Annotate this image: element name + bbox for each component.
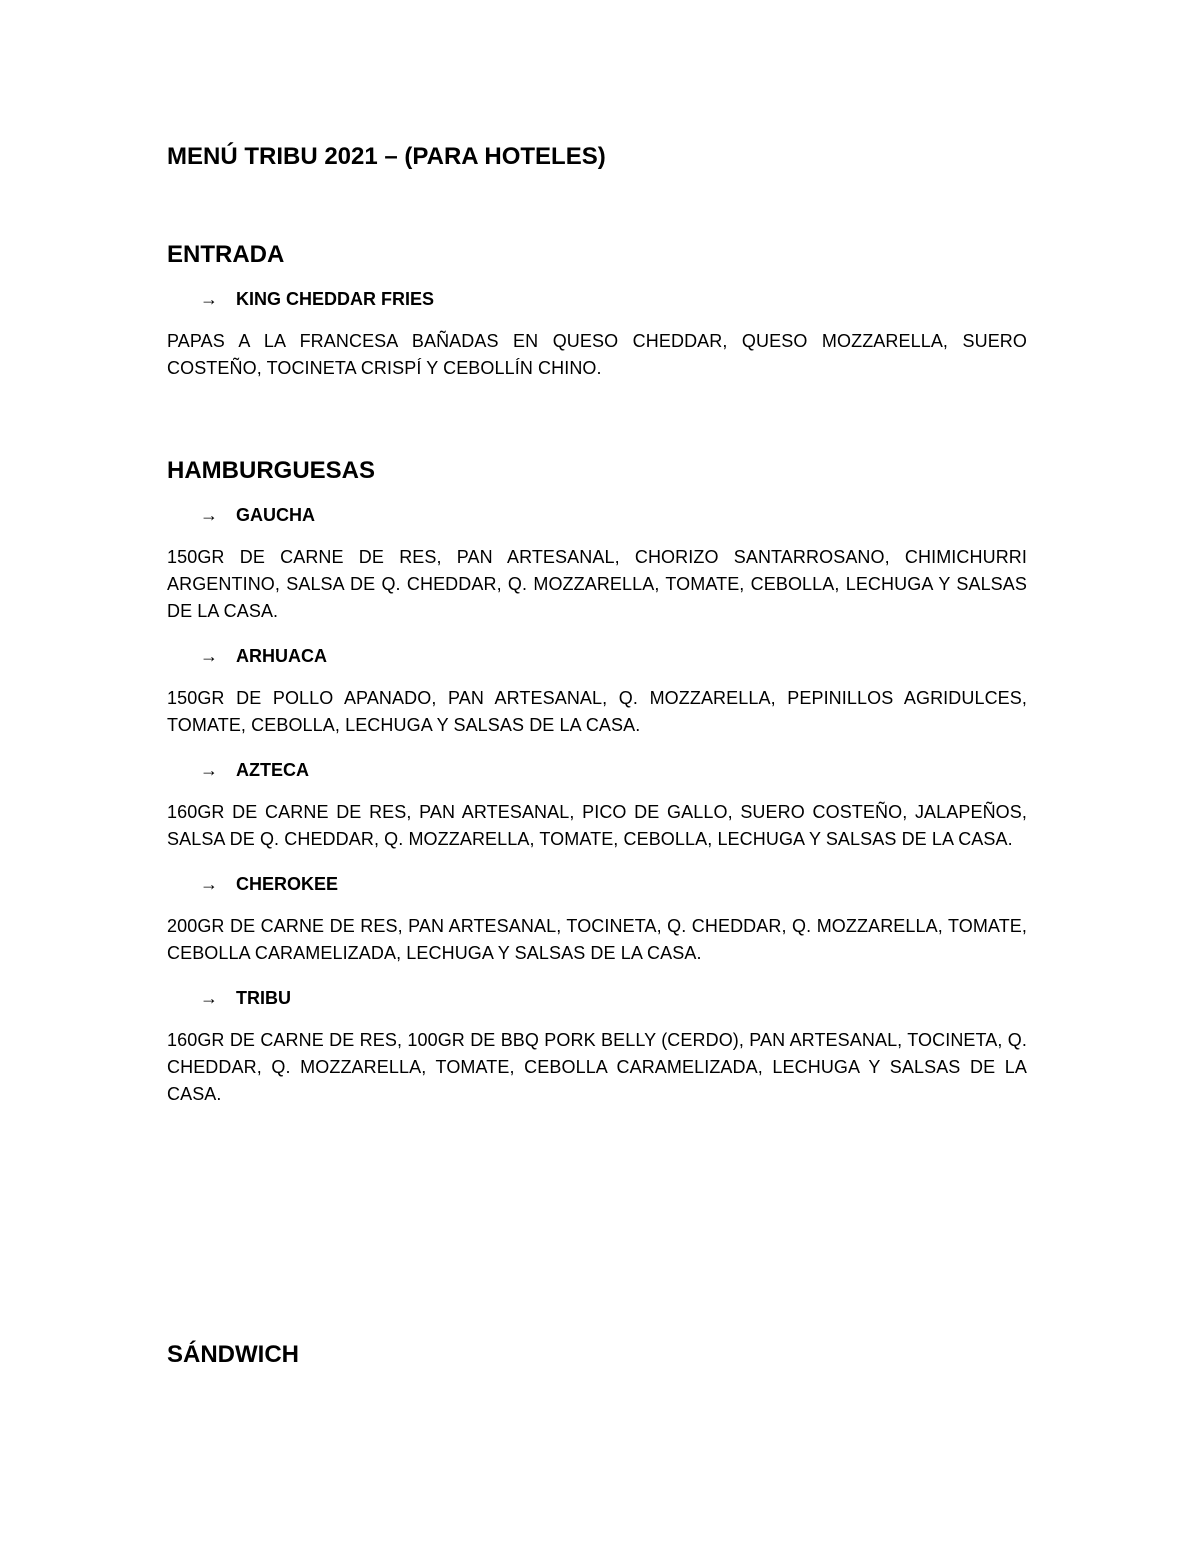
menu-item-name — [167, 757, 1027, 783]
arrow-right-icon: → — [200, 988, 218, 1008]
menu-item-label: CHEROKEE — [236, 874, 339, 894]
menu-item-label: KING CHEDDAR FRIES — [236, 289, 435, 309]
arrow-right-icon: → — [200, 874, 218, 894]
menu-item-description: 160GR DE CARNE DE RES, 100GR DE BBQ PORK BELLY (CERDO), PAN ARTESANAL, TOCINETA, Q. CHEDDAR, Q. MOZZARELLA, TOMATE, CEBOLLA CARAMELIZADA, LECHUGA Y SALSAS DE LA CASA. — [167, 1030, 1027, 1104]
section-heading-hamburguesas: HAMBURGUESAS — [167, 457, 376, 484]
section-heading-entrada: ENTRADA — [167, 241, 285, 268]
menu-item-description: 150GR DE POLLO APANADO, PAN ARTESANAL, Q. MOZZARELLA, PEPINILLOS AGRIDULCES, TOMATE, CEBOLLA, LECHUGA Y SALSAS DE LA CASA. — [167, 688, 1027, 735]
menu-item-description: PAPAS A LA FRANCESA BAÑADAS EN QUESO CHEDDAR, QUESO MOZZARELLA, SUERO COSTEÑO, TOCINETA CRISPÍ Y CEBOLLÍN CHINO. — [167, 331, 1027, 378]
menu-item-label: GAUCHA — [236, 505, 315, 525]
document-content — [167, 140, 1027, 1370]
menu-item-description: 200GR DE CARNE DE RES, PAN ARTESANAL, TOCINETA, Q. CHEDDAR, Q. MOZZARELLA, TOMATE, CEBOLLA CARAMELIZADA, LECHUGA Y SALSAS DE LA CASA. — [167, 916, 1027, 963]
menu-item-description: 160GR DE CARNE DE RES, PAN ARTESANAL, PICO DE GALLO, SUERO COSTEÑO, JALAPEÑOS, SALSA DE Q. CHEDDAR, Q. MOZZARELLA, TOMATE, CEBOLLA, LECHUGA Y SALSAS DE LA CASA. — [167, 802, 1027, 849]
menu-item-name — [167, 871, 1027, 897]
menu-item-label: TRIBU — [236, 988, 291, 1008]
menu-item-name — [167, 985, 1027, 1011]
menu-item-name — [167, 643, 1027, 669]
arrow-right-icon: → — [200, 646, 218, 666]
arrow-right-icon: → — [200, 289, 218, 309]
arrow-right-icon: → — [200, 505, 218, 525]
section-heading-sandwich: SÁNDWICH — [167, 1341, 299, 1368]
menu-item-label: ARHUACA — [236, 646, 327, 666]
menu-item-description: 150GR DE CARNE DE RES, PAN ARTESANAL, CHORIZO SANTARROSANO, CHIMICHURRI ARGENTINO, SALSA DE Q. CHEDDAR, Q. MOZZARELLA, TOMATE, CEBOLLA, LECHUGA Y SALSAS DE LA CASA. — [167, 547, 1027, 621]
arrow-right-icon: → — [200, 760, 218, 780]
menu-item-name — [167, 286, 1027, 312]
menu-item-label: AZTECA — [236, 760, 309, 780]
menu-item-name — [167, 502, 1027, 528]
document-title: MENÚ TRIBU 2021 – (PARA HOTELES) — [167, 143, 606, 170]
